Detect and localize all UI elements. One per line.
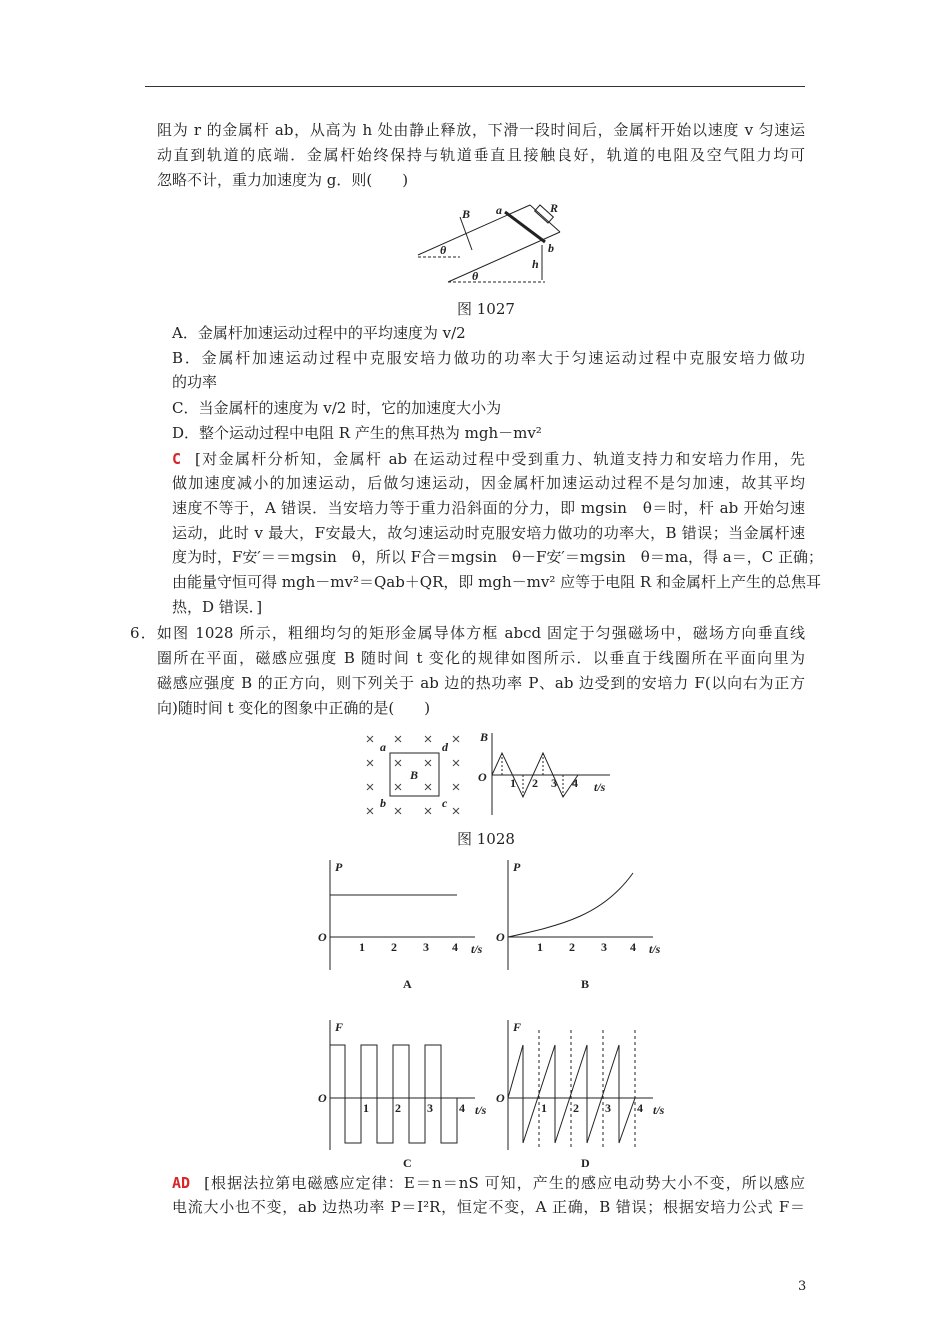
svg-text:2: 2 — [573, 1101, 579, 1115]
intro-line: 忽略不计，重力加速度为 g．则( ) — [157, 171, 409, 189]
svg-text:F: F — [335, 1020, 344, 1034]
origin-label: O — [478, 770, 487, 784]
corner-a: a — [380, 740, 386, 754]
svg-text:O: O — [318, 930, 327, 944]
corner-d: d — [442, 740, 448, 754]
label-b-field: B — [462, 207, 471, 221]
answer-line: 由能量守恒可得 mgh－mv²＝Qab＋QR，即 mgh－mv² 应等于电阻 R 和金属杆上产生的总焦耳 — [172, 573, 821, 591]
svg-text:4: 4 — [637, 1101, 643, 1115]
cross-icon — [453, 784, 459, 790]
tick-label: 2 — [532, 776, 538, 790]
svg-text:t/s: t/s — [475, 1103, 487, 1117]
option-a: A．金属杆加速运动过程中的平均速度为 v/2 — [172, 324, 466, 342]
svg-text:P: P — [513, 860, 521, 874]
svg-text:D: D — [581, 1156, 590, 1170]
answer-line: 度为时，F安′＝＝mgsin θ，所以 F合＝mgsin θ－F安′＝mgsin θ＝ma，得 a＝，C 正确； — [172, 548, 823, 566]
graph-a — [315, 855, 493, 995]
cross-icon — [453, 760, 459, 766]
axis-x-label: t/s — [594, 780, 606, 794]
label-h: h — [532, 257, 539, 271]
header-rule — [145, 86, 805, 87]
answer-letter: C — [172, 450, 182, 468]
label-a: a — [496, 203, 502, 217]
option-b-cont: 的功率 — [172, 373, 218, 391]
cross-icon — [425, 784, 431, 790]
label-theta: θ — [440, 243, 447, 257]
corner-c: c — [442, 796, 448, 810]
cross-icon — [425, 808, 431, 814]
answer-line: 速度不等于，A 错误．当安培力等于重力沿斜面的分力，即 mgsin θ＝时，杆 ab 开始匀速 — [172, 499, 805, 517]
svg-text:1: 1 — [359, 940, 365, 954]
cross-icon — [395, 808, 401, 814]
svg-text:2: 2 — [569, 940, 575, 954]
intro-line: 动直到轨道的底端．金属杆始终保持与轨道垂直且接触良好，轨道的电阻及空气阻力均可 — [157, 146, 805, 164]
svg-text:1: 1 — [537, 940, 543, 954]
svg-text:O: O — [496, 930, 505, 944]
tick-label: 4 — [572, 776, 578, 790]
question-6-line: 磁感应强度 B 的正方向，则下列关于 ab 边的热功率 P、ab 边受到的安培力 F(以向右为正方 — [157, 674, 805, 692]
figure-1027-incline — [410, 200, 570, 290]
graph-b — [493, 855, 671, 995]
cross-icon — [395, 736, 401, 742]
svg-text:A: A — [403, 977, 412, 991]
answer-line: 电流大小也不变，ab 边热功率 P＝I²R，恒定不变，A 正确，B 错误；根据安培力公式 F＝ — [172, 1198, 805, 1216]
cross-icon — [367, 736, 373, 742]
page-number: 3 — [798, 1279, 807, 1294]
svg-text:t/s: t/s — [649, 942, 661, 956]
tick-label: 1 — [510, 776, 516, 790]
svg-text:1: 1 — [541, 1101, 547, 1115]
cross-icon — [367, 760, 373, 766]
corner-b: b — [380, 796, 386, 810]
svg-text:4: 4 — [630, 940, 636, 954]
cross-icon — [453, 808, 459, 814]
cross-icon — [425, 736, 431, 742]
answer-line: 热，D 错误．] — [172, 598, 263, 616]
figure-1028 — [360, 725, 620, 820]
answer-line: AD [根据法拉第电磁感应定律：E＝n＝nS 可知，产生的感应电动势大小不变，所以感应 — [172, 1174, 805, 1192]
svg-text:F: F — [513, 1020, 522, 1034]
figure-caption: 图 1027 — [457, 300, 515, 318]
svg-text:O: O — [318, 1091, 327, 1105]
intro-line: 阻为 r 的金属杆 ab，从高为 h 处由静止释放，下滑一段时间后，金属杆开始以速度 v 匀速运 — [157, 121, 805, 139]
tick-label: 3 — [551, 776, 557, 790]
question-6-line: 向)随时间 t 变化的图象中正确的是( ) — [157, 699, 431, 717]
field-label: B — [410, 768, 419, 782]
cross-icon — [367, 808, 373, 814]
svg-text:t/s: t/s — [653, 1103, 665, 1117]
answer-line: 做加速度减小的加速运动，后做匀速运动，因金属杆加速运动过程不是匀加速，故其平均 — [172, 474, 805, 492]
graph-d — [493, 1015, 671, 1175]
svg-text:2: 2 — [395, 1101, 401, 1115]
label-theta: θ — [472, 269, 479, 283]
option-b: B．金属杆加速运动过程中克服安培力做功的功率大于匀速运动过程中克服安培力做功 — [172, 349, 805, 367]
svg-text:B: B — [581, 977, 590, 991]
svg-text:3: 3 — [605, 1101, 611, 1115]
svg-text:3: 3 — [427, 1101, 433, 1115]
cross-icon — [395, 784, 401, 790]
label-b: b — [548, 241, 554, 255]
svg-text:t/s: t/s — [471, 942, 483, 956]
svg-text:4: 4 — [459, 1101, 465, 1115]
graph-c — [315, 1015, 493, 1175]
question-6-line: 圈所在平面，磁感应强度 B 随时间 t 变化的规律如图所示．以垂直于线圈所在平面向里为 — [157, 649, 805, 667]
question-6-line: 6．如图 1028 所示，粗细均匀的矩形金属导体方框 abcd 固定于匀强磁场中，磁场方向垂直线 — [130, 624, 805, 642]
svg-text:P: P — [335, 860, 343, 874]
svg-text:1: 1 — [363, 1101, 369, 1115]
answer-letter: AD — [172, 1174, 191, 1192]
answer-line: 运动，此时 v 最大，F安最大，故匀速运动时克服安培力做功的功率大，B 错误；当金属杆速 — [172, 524, 805, 542]
cross-icon — [453, 736, 459, 742]
label-r: R — [550, 201, 559, 215]
option-c: C．当金属杆的速度为 v/2 时，它的加速度大小为 — [172, 399, 502, 417]
option-d: D．整个运动过程中电阻 R 产生的焦耳热为 mgh－mv² — [172, 424, 542, 442]
cross-icon — [425, 760, 431, 766]
svg-text:C: C — [403, 1156, 412, 1170]
answer-line: C [对金属杆分析知，金属杆 ab 在运动过程中受到重力、轨道支持力和安培力作用，先 — [172, 450, 805, 468]
figure-caption: 图 1028 — [457, 830, 515, 848]
svg-text:4: 4 — [452, 940, 458, 954]
svg-text:O: O — [496, 1091, 505, 1105]
svg-text:3: 3 — [601, 940, 607, 954]
svg-text:3: 3 — [423, 940, 429, 954]
cross-icon — [367, 784, 373, 790]
cross-icon — [395, 760, 401, 766]
axis-y-label: B — [480, 730, 489, 744]
svg-text:2: 2 — [391, 940, 397, 954]
